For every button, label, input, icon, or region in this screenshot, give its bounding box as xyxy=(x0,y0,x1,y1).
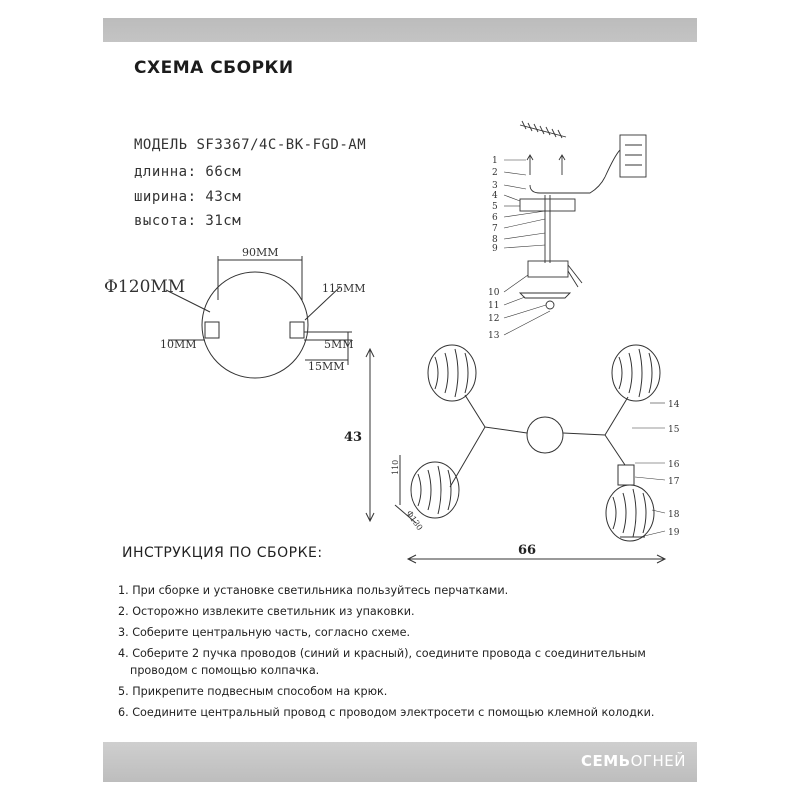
instruction-step: 1. При сборке и установке светильника пользуйтесь перчатками. xyxy=(118,584,509,597)
callout-14: 14 xyxy=(668,400,680,410)
brand-logo xyxy=(581,752,686,770)
instruction-step: 6. Соедините центральный провод с проводом электросети с помощью клемной колодки. xyxy=(118,706,655,719)
lamp-socket xyxy=(618,465,634,485)
callout-3: 3 xyxy=(492,181,498,191)
mount-slot-left xyxy=(205,322,219,338)
instruction-step: 3. Соберите центральную часть, согласно схеме. xyxy=(118,626,411,639)
callout-7: 7 xyxy=(492,224,498,234)
shade-height-label: 110 xyxy=(391,459,400,475)
callout-19: 19 xyxy=(668,528,680,538)
height-dimension: 43 xyxy=(344,430,363,445)
spec-model: МОДЕЛЬ SF3367/4C-BK-FGD-AM xyxy=(134,137,367,153)
page-title: СХЕМА СБОРКИ xyxy=(134,58,294,78)
wire-connector-detail xyxy=(620,135,646,177)
mount-slot-right-label: 115ММ xyxy=(322,282,366,295)
canopy xyxy=(520,293,570,298)
shade-bottom-left xyxy=(411,462,459,518)
callout-4: 4 xyxy=(492,191,498,201)
mount-top-width-label: 90ММ xyxy=(242,246,279,259)
canopy-junction xyxy=(528,261,568,277)
callout-17: 17 xyxy=(668,477,680,487)
callout-9: 9 xyxy=(492,244,498,254)
spec-height: высота: 31см xyxy=(134,213,242,229)
spec-length: длинна: 66см xyxy=(134,164,242,180)
mount-right-small-label: 5ММ xyxy=(324,338,354,351)
spec-width: ширина: 43см xyxy=(134,189,242,205)
callout-10: 10 xyxy=(488,288,500,298)
mount-plate-diagram xyxy=(100,240,370,390)
callout-2: 2 xyxy=(492,168,498,178)
brand-light: ОГНЕЙ xyxy=(630,752,686,770)
callout-5: 5 xyxy=(492,202,498,212)
callout-1: 1 xyxy=(492,156,498,166)
shade-top-left xyxy=(428,345,476,401)
shade-bottom-right xyxy=(606,485,654,541)
ceiling-hatch xyxy=(520,121,566,138)
brand-bold: СЕМЬ xyxy=(580,752,631,770)
fixture-diagram xyxy=(340,335,690,570)
callout-8: 8 xyxy=(492,235,498,245)
instruction-step: 5. Прикрепите подвесным способом на крюк. xyxy=(118,685,388,698)
shade-diameter-label: Ф130 xyxy=(404,508,425,533)
callout-16: 16 xyxy=(668,460,680,470)
mount-right-bottom-label: 15ММ xyxy=(308,360,345,373)
center-hub xyxy=(527,417,563,453)
mount-bar xyxy=(520,199,575,211)
length-dimension: 66 xyxy=(518,543,537,558)
shade-top-right xyxy=(612,345,660,401)
assembly-diagram xyxy=(470,115,690,350)
callout-12: 12 xyxy=(488,314,500,324)
instruction-step-continued: проводом с помощью колпачка. xyxy=(130,664,320,677)
instruction-step: 4. Соберите 2 пучка проводов (синий и красный), соедините провода с соединительным xyxy=(118,647,646,660)
instruction-step: 2. Осторожно извлеките светильник из упаковки. xyxy=(118,605,415,618)
callout-15: 15 xyxy=(668,425,680,435)
callout-13: 13 xyxy=(488,331,500,341)
instructions-title: ИНСТРУКЦИЯ ПО СБОРКЕ: xyxy=(122,545,323,561)
mount-left-gap-label: 10ММ xyxy=(160,338,197,351)
mount-diameter-label: Φ120ММ xyxy=(104,277,186,297)
mount-slot-right xyxy=(290,322,304,338)
callout-6: 6 xyxy=(492,213,498,223)
callout-11: 11 xyxy=(488,301,500,311)
callout-18: 18 xyxy=(668,510,680,520)
